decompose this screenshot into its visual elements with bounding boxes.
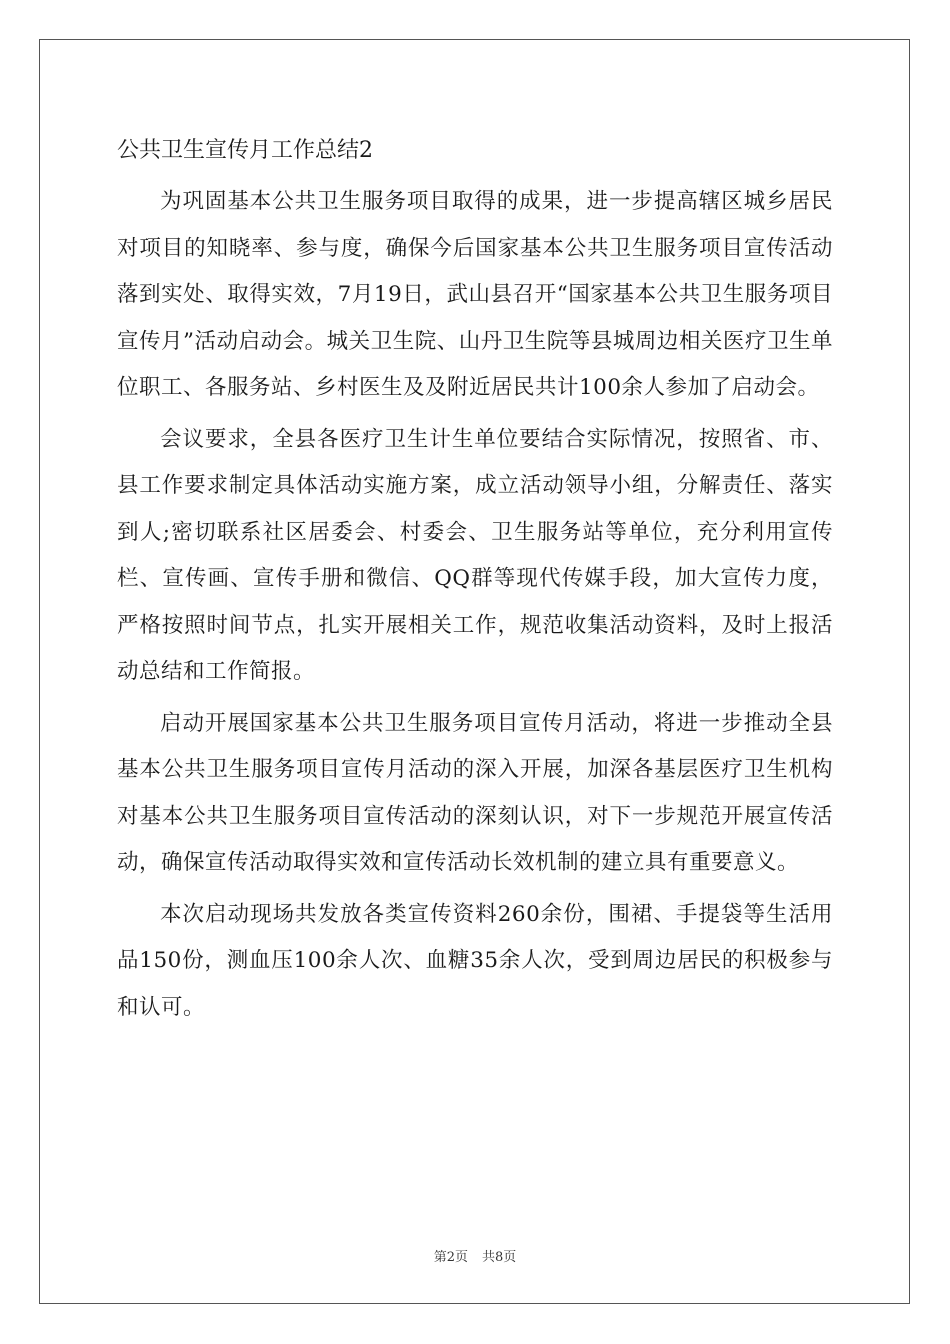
paragraph-4: 本次启动现场共发放各类宣传资料260余份，围裙、手提袋等生活用品150份，测血压100余人次、血糖35余人次，受到周边居民的积极参与和认可。 xyxy=(117,901,833,1020)
paragraph-3: 启动开展国家基本公共卫生服务项目宣传月活动，将进一步推动全县基本公共卫生服务项目宣传月活动的深入开展，加深各基层医疗卫生机构对基本公共卫生服务项目宣传活动的深刻认识，对下一步规范开展宣传活动，确保宣传活动取得实效和宣传活动长效机制的建立具有重要意义。 xyxy=(117,710,833,875)
paragraph-2: 会议要求，全县各医疗卫生计生单位要结合实际情况，按照省、市、县工作要求制定具体活动实施方案，成立活动领导小组，分解责任、落实到人;密切联系社区居委会、村委会、卫生服务站等单位，充分利用宣传栏、宣传画、宣传手册和微信、QQ群等现代传媒手段，加大宣传力度，严格按照时间节点，扎实开展相关工作，规范收集活动资料，及时上报活动总结和工作简报。 xyxy=(117,426,833,684)
page-number: 第2页 xyxy=(433,1250,468,1265)
document-body xyxy=(117,128,833,1031)
paragraph-1: 为巩固基本公共卫生服务项目取得的成果，进一步提高辖区城乡居民对项目的知晓率、参与度，确保今后国家基本公共卫生服务项目宣传活动落到实处、取得实效，7月19日，武山县召开“国家基本公共卫生服务项目宣传月”活动启动会。城关卫生院、山丹卫生院等县城周边相关医疗卫生单位职工、各服务站、乡村医生及及附近居民共计100余人参加了启动会。 xyxy=(117,189,833,400)
page-footer xyxy=(0,1246,950,1265)
page-total: 共8页 xyxy=(482,1250,517,1265)
document-title: 公共卫生宣传月工作总结2 xyxy=(117,138,373,163)
